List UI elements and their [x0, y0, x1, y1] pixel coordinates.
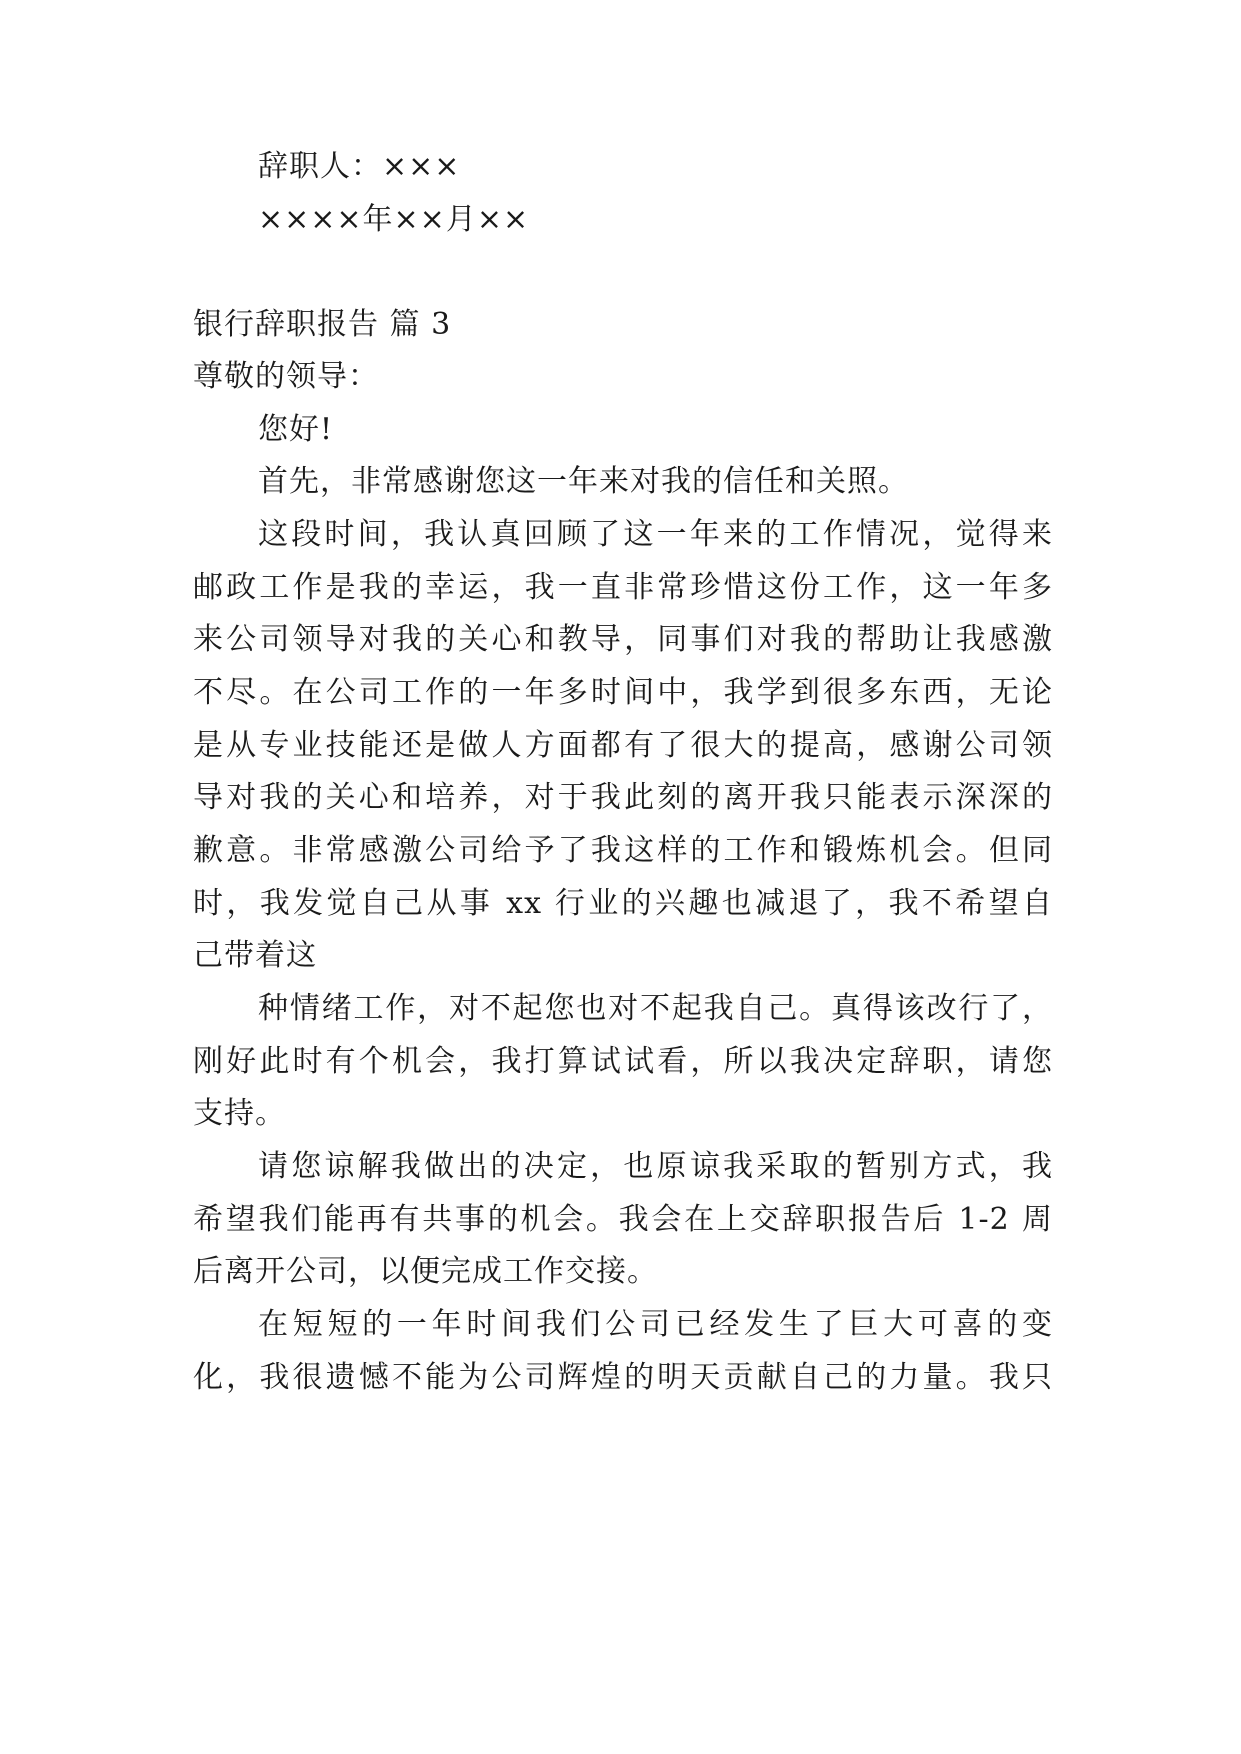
paragraph-line: 种情绪工作，对不起您也对不起我自己。真得该改行了， — [258, 991, 1053, 1026]
paragraph-line: 刚好此时有个机会，我打算试试看，所以我决定辞职，请您 — [193, 1044, 1053, 1079]
section-title: 银行辞职报告 篇 3 — [193, 307, 452, 342]
paragraph-line: 歉意。非常感激公司给予了我这样的工作和锻炼机会。但同 — [193, 833, 1053, 868]
greeting: 您好! — [258, 412, 334, 447]
salutation: 尊敬的领导： — [193, 359, 379, 394]
paragraph-line: 支持。 — [193, 1096, 286, 1131]
paragraph-line: 希望我们能再有共事的机会。我会在上交辞职报告后 1-2 周 — [193, 1202, 1053, 1237]
paragraph-line: 来公司领导对我的关心和教导，同事们对我的帮助让我感激 — [193, 622, 1053, 657]
paragraph-line: 时，我发觉自己从事 xx 行业的兴趣也减退了，我不希望自 — [193, 886, 1053, 921]
paragraph-line: 这段时间，我认真回顾了这一年来的工作情况，觉得来 — [258, 517, 1053, 552]
paragraph-line: 己带着这 — [193, 938, 317, 973]
paragraph-line: 化，我很遗憾不能为公司辉煌的明天贡献自己的力量。我只 — [193, 1360, 1053, 1395]
paragraph-line: 在短短的一年时间我们公司已经发生了巨大可喜的变 — [258, 1307, 1053, 1342]
paragraph-line: 首先，非常感谢您这一年来对我的信任和关照。 — [258, 464, 909, 499]
paragraph-line: 邮政工作是我的幸运，我一直非常珍惜这份工作，这一年多 — [193, 570, 1053, 605]
signature-resigner: 辞职人：××× — [258, 149, 461, 184]
paragraph-line: 不尽。在公司工作的一年多时间中，我学到很多东西，无论 — [193, 675, 1053, 710]
paragraph-line: 后离开公司，以便完成工作交接。 — [193, 1254, 658, 1289]
signature-date: ××××年××月×× — [258, 202, 530, 237]
paragraph-line: 请您谅解我做出的决定，也原谅我采取的暂别方式，我 — [258, 1149, 1053, 1184]
paragraph-line: 导对我的关心和培养，对于我此刻的离开我只能表示深深的 — [193, 780, 1053, 815]
paragraph-line: 是从专业技能还是做人方面都有了很大的提高，感谢公司领 — [193, 728, 1053, 763]
